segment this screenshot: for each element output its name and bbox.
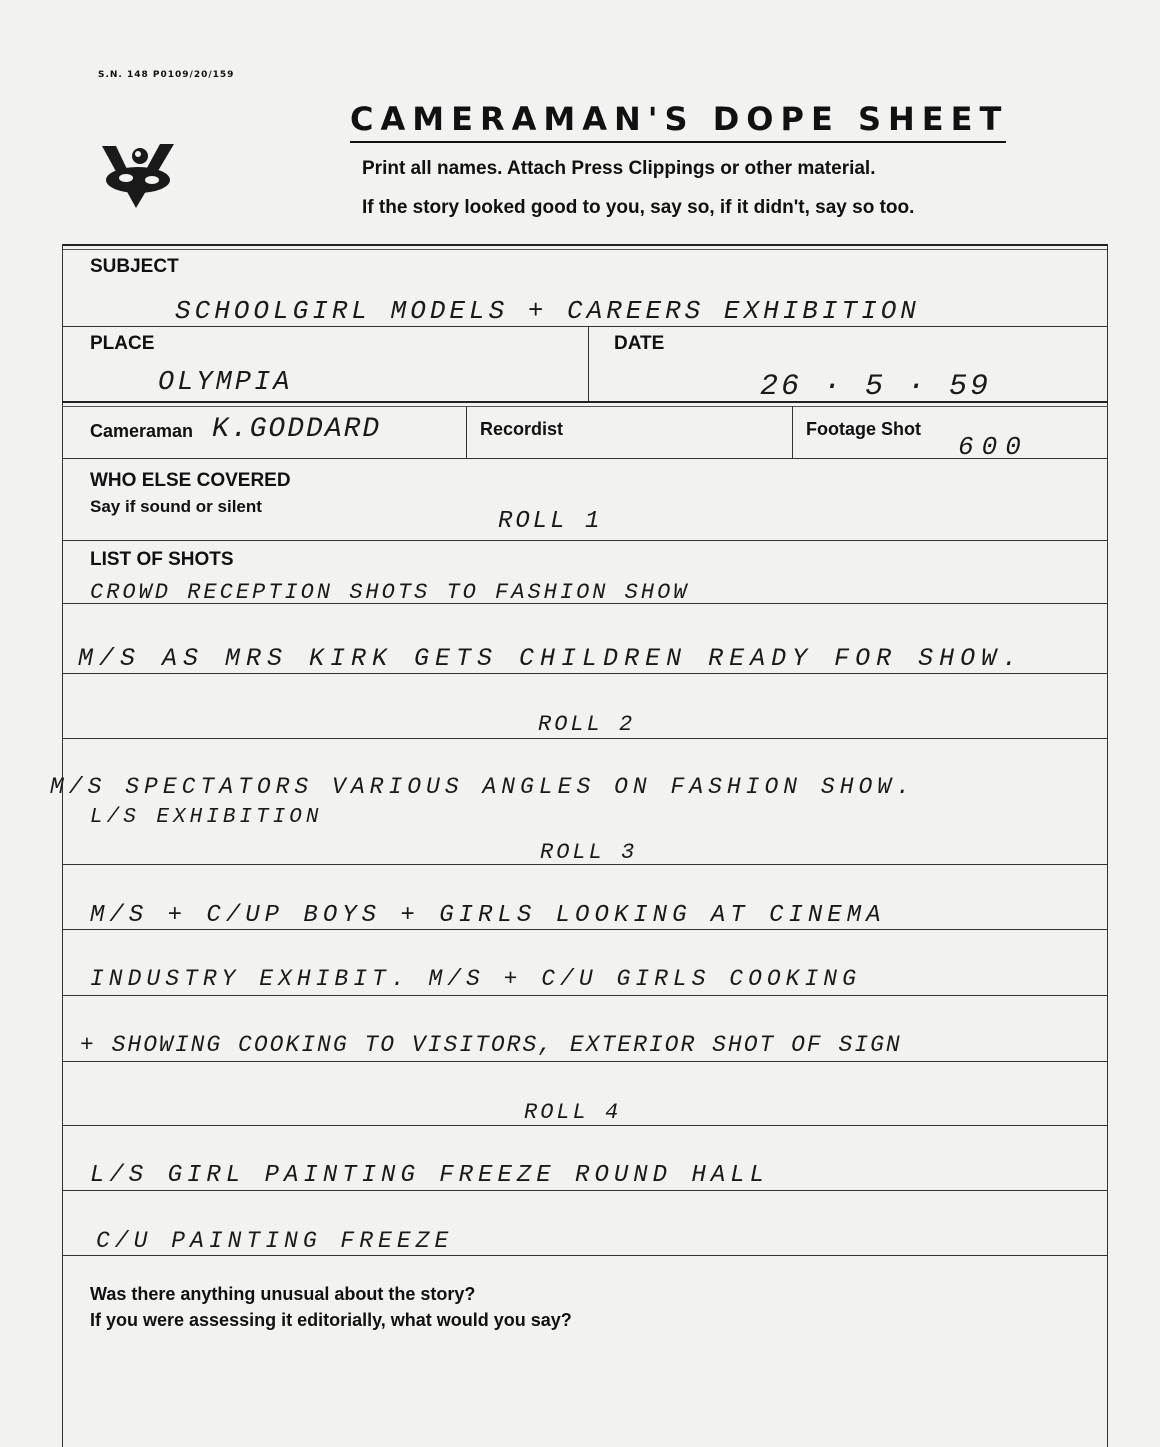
- shots-rule-8: [62, 1125, 1108, 1126]
- place-date-line: [62, 401, 1108, 403]
- place-date-divider: [588, 326, 589, 401]
- shots-rule-1: [62, 603, 1108, 604]
- roll-4[interactable]: ROLL 4: [524, 1100, 622, 1125]
- shots-rule-6: [62, 995, 1108, 996]
- sheet-title: CAMERAMAN'S DOPE SHEET: [350, 100, 1009, 138]
- shots-rule-9: [62, 1190, 1108, 1191]
- roll-2[interactable]: ROLL 2: [538, 712, 636, 737]
- shot-line-2[interactable]: M/S AS MRS KIRK GETS CHILDREN READY FOR SHOW.: [78, 644, 1024, 673]
- shots-rule-7: [62, 1061, 1108, 1062]
- shots-rule-2: [62, 673, 1108, 674]
- cameraman-line: [62, 458, 1108, 459]
- form-top-border-inner: [62, 249, 1108, 250]
- instruction-line-1: Print all names. Attach Press Clippings or other material.: [362, 158, 876, 179]
- unusual-question: Was there anything unusual about the story?: [90, 1284, 476, 1304]
- date-label: DATE: [614, 333, 665, 354]
- shot-line-1[interactable]: CROWD RECEPTION SHOTS TO FASHION SHOW: [90, 580, 690, 605]
- shots-rule-10: [62, 1255, 1108, 1256]
- cameraman-recordist-divider: [466, 406, 467, 458]
- company-logo: [98, 138, 178, 217]
- shot-line-9[interactable]: C/U PAINTING FREEZE: [96, 1228, 454, 1254]
- shot-line-8[interactable]: L/S GIRL PAINTING FREEZE ROUND HALL: [90, 1162, 770, 1189]
- who-else-line: [62, 540, 1108, 541]
- shot-line-6[interactable]: INDUSTRY EXHIBIT. M/S + C/U GIRLS COOKING: [90, 966, 861, 992]
- place-date-line-inner: [62, 406, 1108, 407]
- editorial-question: If you were assessing it editorially, what would you say?: [90, 1310, 572, 1330]
- form-right-border: [1107, 244, 1108, 1447]
- title-underline: [350, 141, 1006, 143]
- shot-line-5[interactable]: M/S + C/UP BOYS + GIRLS LOOKING AT CINEMA: [90, 902, 886, 929]
- place-value[interactable]: OLYMPIA: [158, 368, 293, 398]
- cameraman-label: Cameraman: [90, 421, 194, 441]
- form-left-border: [62, 244, 63, 1447]
- who-else-sublabel: Say if sound or silent: [90, 497, 262, 516]
- shots-rule-3: [62, 738, 1108, 739]
- shot-line-7[interactable]: + SHOWING COOKING TO VISITORS, EXTERIOR SHOT OF SIGN: [80, 1032, 902, 1058]
- who-else-label: WHO ELSE COVERED: [90, 470, 291, 491]
- form-top-border: [62, 244, 1108, 246]
- shots-label: LIST OF SHOTS: [90, 549, 234, 570]
- recordist-footage-divider: [792, 406, 793, 458]
- who-else-value[interactable]: ROLL 1: [498, 508, 603, 535]
- place-label: PLACE: [90, 333, 155, 354]
- subject-value[interactable]: SCHOOLGIRL MODELS + CAREERS EXHIBITION: [175, 296, 920, 326]
- serial-number: S.N. 148 P0109/20/159: [98, 70, 235, 80]
- shot-line-4[interactable]: L/S EXHIBITION: [90, 806, 323, 829]
- roll-3[interactable]: ROLL 3: [540, 840, 638, 865]
- date-value[interactable]: 26 · 5 · 59: [760, 370, 992, 404]
- subject-line: [62, 326, 1108, 327]
- footage-label: Footage Shot: [806, 419, 921, 439]
- recordist-label: Recordist: [480, 419, 564, 439]
- subject-label: SUBJECT: [90, 256, 179, 277]
- footage-value[interactable]: 600: [958, 432, 1029, 462]
- shots-rule-4: [62, 864, 1108, 865]
- shot-line-3[interactable]: M/S SPECTATORS VARIOUS ANGLES ON FASHION SHOW.: [50, 774, 915, 800]
- shots-rule-5: [62, 929, 1108, 930]
- cameraman-value[interactable]: K.GODDARD: [212, 414, 382, 445]
- instruction-line-2: If the story looked good to you, say so, if it didn't, say so too.: [362, 197, 915, 218]
